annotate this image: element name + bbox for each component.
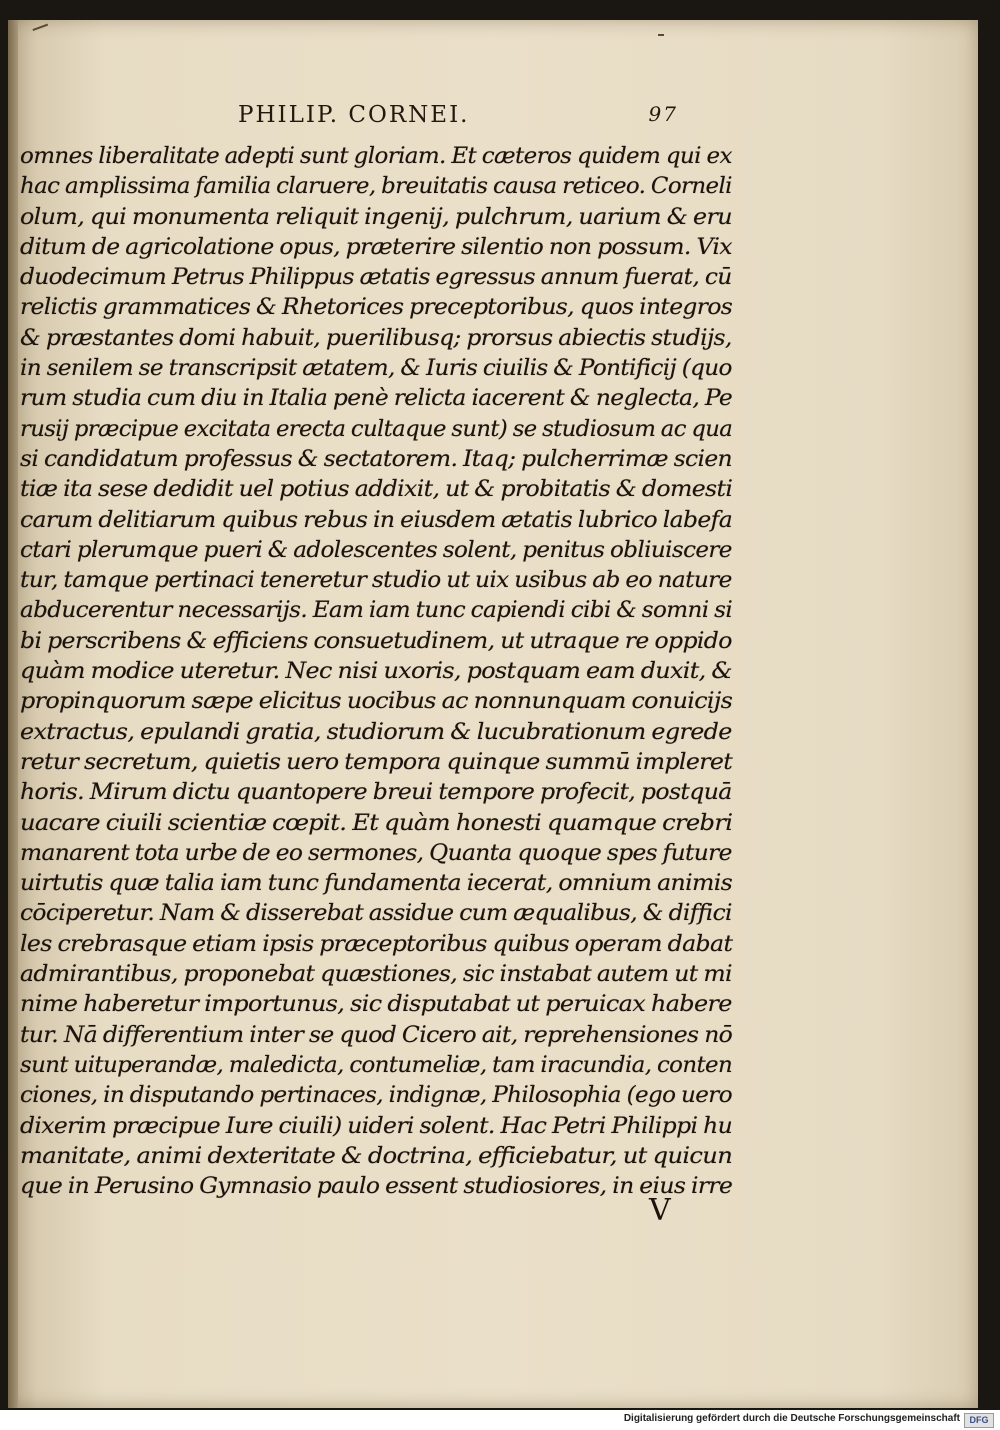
text-line: extractus, epulandi gratia, studiorum & lucubrationum egrede bbox=[20, 719, 732, 745]
text-line: manitate, animi dexteritate & doctrina, efficiebatur, ut quicun bbox=[20, 1143, 733, 1169]
page-number: 97 bbox=[648, 102, 678, 126]
page-spine-shadow bbox=[8, 20, 18, 1408]
text-line: nime haberetur importunus, sic disputabat ut peruicax habere bbox=[20, 992, 732, 1018]
text-line: ciones, in disputando pertinaces, indignæ, Philosophia (ego uero bbox=[20, 1083, 732, 1109]
signature-mark: V bbox=[649, 1193, 671, 1228]
text-line: dixerim præcipue Iure ciuili) uideri solent. Hac Petri Philippi hu bbox=[20, 1113, 733, 1139]
text-line: les crebrasque etiam ipsis præceptoribus quibus operam dabat bbox=[20, 931, 733, 957]
text-line: uirtutis quæ talia iam tunc fundamenta iecerat, omnium animis bbox=[20, 871, 733, 897]
ink-mark bbox=[32, 24, 51, 41]
text-line: relictis grammatices & Rhetorices preceptoribus, quos integros bbox=[20, 295, 733, 321]
text-line: admirantibus, proponebat quæstiones, sic instabat autem ut mi bbox=[20, 962, 732, 988]
running-head-title: PHILIP. CORNEI. bbox=[238, 102, 470, 128]
text-line: cōciperetur. Nam & disserebat assidue cum æqualibus, & diffici bbox=[20, 901, 732, 927]
text-line: quàm modice uteretur. Nec nisi uxoris, postquam eam duxit, & bbox=[20, 659, 732, 685]
text-line: manarent tota urbe de eo sermones, Quanta quoque spes future bbox=[20, 840, 732, 866]
text-body bbox=[20, 142, 740, 1202]
text-line: hac amplissima familia claruere, breuitatis causa reticeo. Corneli bbox=[20, 174, 732, 200]
text-line: & præstantes domi habuit, puerilibusq; prorsus abiectis studijs, bbox=[20, 325, 732, 351]
text-line: carum delitiarum quibus rebus in eiusdem ætatis lubrico labefa bbox=[20, 507, 733, 533]
footer-credit: Digitalisierung gefördert durch die Deutsche Forschungsgemeinschaft bbox=[623, 1413, 960, 1424]
text-line: retur secretum, quietis uero tempora quinque summū impleret bbox=[20, 749, 733, 775]
text-line: in senilem se transcripsit ætatem, & Iuris ciuilis & Pontificij (quo bbox=[20, 356, 732, 382]
text-line: tur, tamque pertinaci teneretur studio ut uix usibus ab eo nature bbox=[20, 568, 732, 594]
text-line: rusij præcipue excitata erecta cultaque sunt) se studiosum ac qua bbox=[20, 416, 733, 442]
book-page bbox=[8, 20, 978, 1408]
text-line: ctari plerumque pueri & adolescentes solent, penitus obliuiscere bbox=[20, 537, 732, 563]
footer-bar bbox=[0, 1410, 1000, 1430]
text-line: tiæ ita sese dedidit uel potius addixit, ut & probitatis & domesti bbox=[20, 477, 733, 503]
dfg-logo-icon: DFG bbox=[964, 1413, 994, 1428]
text-line: propinquorum sæpe elicitus uocibus ac nonnunquam conuicijs bbox=[20, 689, 733, 715]
text-line: tur. Nā differentium inter se quod Cicero ait, reprehensiones nō bbox=[20, 1022, 733, 1048]
text-line: ditum de agricolatione opus, præterire silentio non possum. Vix bbox=[20, 234, 732, 260]
text-line: bi perscribens & efficiens consuetudinem, ut utraque re oppido bbox=[20, 628, 732, 654]
text-line: rum studia cum diu in Italia penè relicta iacerent & neglecta, Pe bbox=[20, 386, 733, 412]
text-line: omnes liberalitate adepti sunt gloriam. Et cæteros quidem qui ex bbox=[20, 144, 732, 169]
text-line: horis. Mirum dictu quantopere breui tempore profecit, postquā bbox=[20, 780, 732, 806]
text-line: si candidatum professus & sectatorem. Itaq; pulcherrimæ scien bbox=[20, 446, 733, 472]
text-line: duodecimum Petrus Philippus ætatis egressus annum fuerat, cū bbox=[20, 265, 732, 291]
running-head bbox=[238, 102, 718, 128]
text-line: olum, qui monumenta reliquit ingenij, pulchrum, uarium & eru bbox=[20, 204, 732, 230]
text-line: uacare ciuili scientiæ cœpit. Et quàm honesti quamque crebri bbox=[20, 810, 733, 836]
ink-mark bbox=[658, 34, 664, 36]
text-line: sunt uituperandæ, maledicta, contumeliæ, tam iracundia, conten bbox=[20, 1052, 733, 1078]
text-line: que in Perusino Gymnasio paulo essent studiosiores, in eius irre bbox=[20, 1174, 733, 1200]
text-line: abducerentur necessarijs. Eam iam tunc capiendi cibi & somni si bbox=[20, 598, 733, 624]
